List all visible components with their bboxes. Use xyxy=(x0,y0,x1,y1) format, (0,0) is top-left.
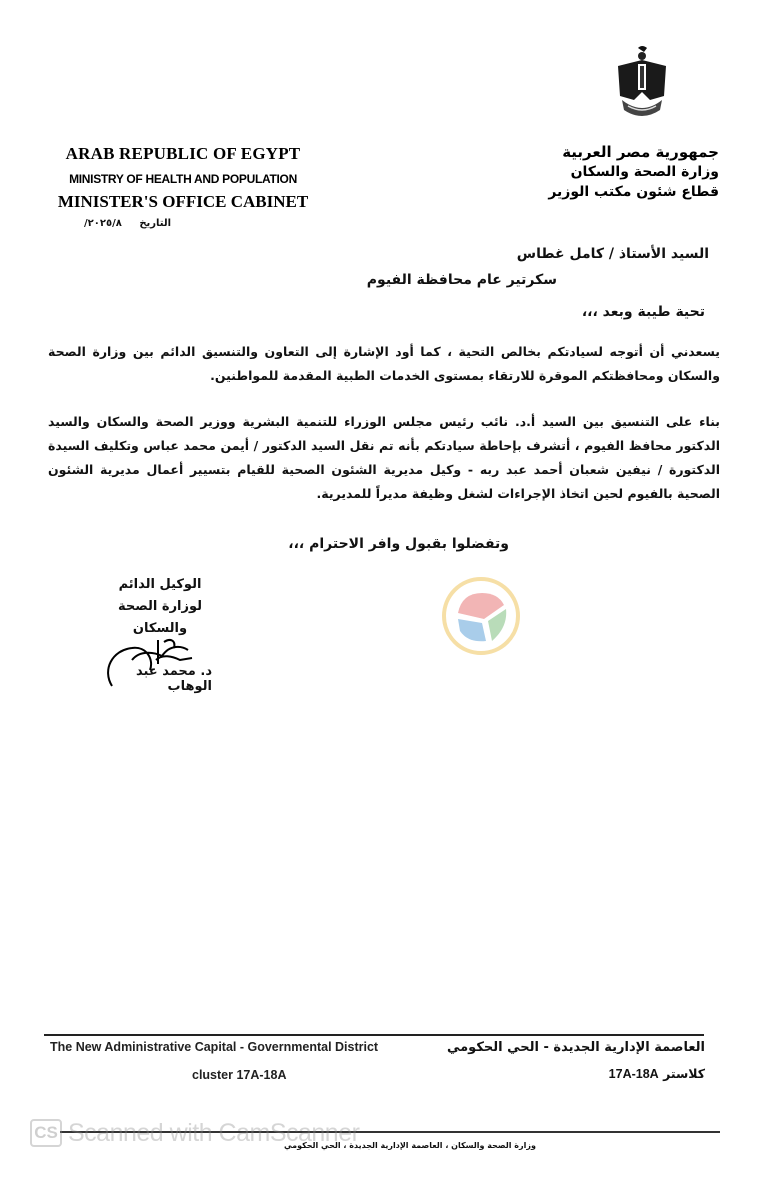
english-letterhead xyxy=(48,144,318,212)
signatory-title-2: لوزارة الصحة والسكان xyxy=(117,599,203,636)
english-ministry-name: MINISTRY OF HEALTH AND POPULATION xyxy=(69,172,297,186)
bottom-arabic-footer: وزارة الصحة والسكان ، العاصمة الإدارية الجديدة ، الحي الحكومي xyxy=(284,1141,536,1150)
watermark-logo-icon xyxy=(440,575,522,657)
body-paragraph-1: يسعدني أن أتوجه لسيادتكم بخالص التحية ، كما أود الإشارة إلى التعاون والتنسيق الدائم بين وزارة الصحة والسكان ومحافظتكم الموقرة للارتقاء بمستوى الخدمات الطبية المقدمة للمواطنين. xyxy=(48,344,720,383)
camscanner-text: Scanned with CamScanner xyxy=(68,1118,360,1147)
letter-date xyxy=(70,218,200,229)
cluster-code: 17A-18A xyxy=(608,1067,659,1081)
date-label: التاريخ xyxy=(139,218,172,229)
egypt-emblem-icon xyxy=(612,44,672,124)
arabic-country-name: جمهورية مصر العربية xyxy=(562,143,719,161)
arabic-office-name: قطاع شئون مكتب الوزير xyxy=(548,184,719,200)
body-paragraph-2: بناء على التنسيق بين السيد أ.د. نائب رئيس مجلس الوزراء للتنمية البشرية ووزير الصحة والسكان والسيد الدكتور محافظ الفيوم ، أتشرف بإحاطة سيادتكم بأنه تم نقل السيد الدكتور / أيمن محمد عباس وتكليف السيدة الدكتورة / نيفين شعبان أحمد عبد ربه - وكيل مديرية الشئون الصحية للقيام بتسيير أعمال مديرية الشئون الصحية بالفيوم لحين اتخاذ الإجراءات لشغل وظيفة مديراً للمديرية. xyxy=(48,414,720,501)
footer-address-english: The New Administrative Capital - Governmental District xyxy=(50,1040,379,1054)
footer-divider xyxy=(44,1034,704,1036)
english-country-name: ARAB REPUBLIC OF EGYPT xyxy=(65,144,301,163)
arabic-letterhead xyxy=(459,142,719,202)
addressee-name: السيد الأستاذ / كامل غطاس xyxy=(516,246,709,262)
arabic-ministry-name: وزارة الصحة والسكان xyxy=(570,164,719,180)
camscanner-logo-icon: CS xyxy=(30,1119,62,1147)
footer-cluster-arabic xyxy=(599,1066,705,1081)
addressee-title: سكرتير عام محافظة الفيوم xyxy=(366,272,557,288)
cluster-label: كلاستر xyxy=(663,1066,705,1081)
date-value: ٢٠٢٥/٨/ xyxy=(84,218,122,229)
greeting: تحية طيبة وبعد ،،، xyxy=(581,304,705,320)
signatory-name: د. محمد عبد الوهاب xyxy=(135,664,212,694)
closing-line: وتفضلوا بقبول وافر الاحترام ،،، xyxy=(288,536,509,552)
footer-cluster-english: cluster 17A-18A xyxy=(192,1068,287,1082)
camscanner-watermark xyxy=(30,1118,359,1148)
signatory-title-1: الوكيل الدائم xyxy=(118,577,202,592)
english-office-name: MINISTER'S OFFICE CABINET xyxy=(57,192,309,211)
footer-address-arabic: العاصمة الإدارية الجديدة - الحي الحكومي xyxy=(446,1040,705,1055)
